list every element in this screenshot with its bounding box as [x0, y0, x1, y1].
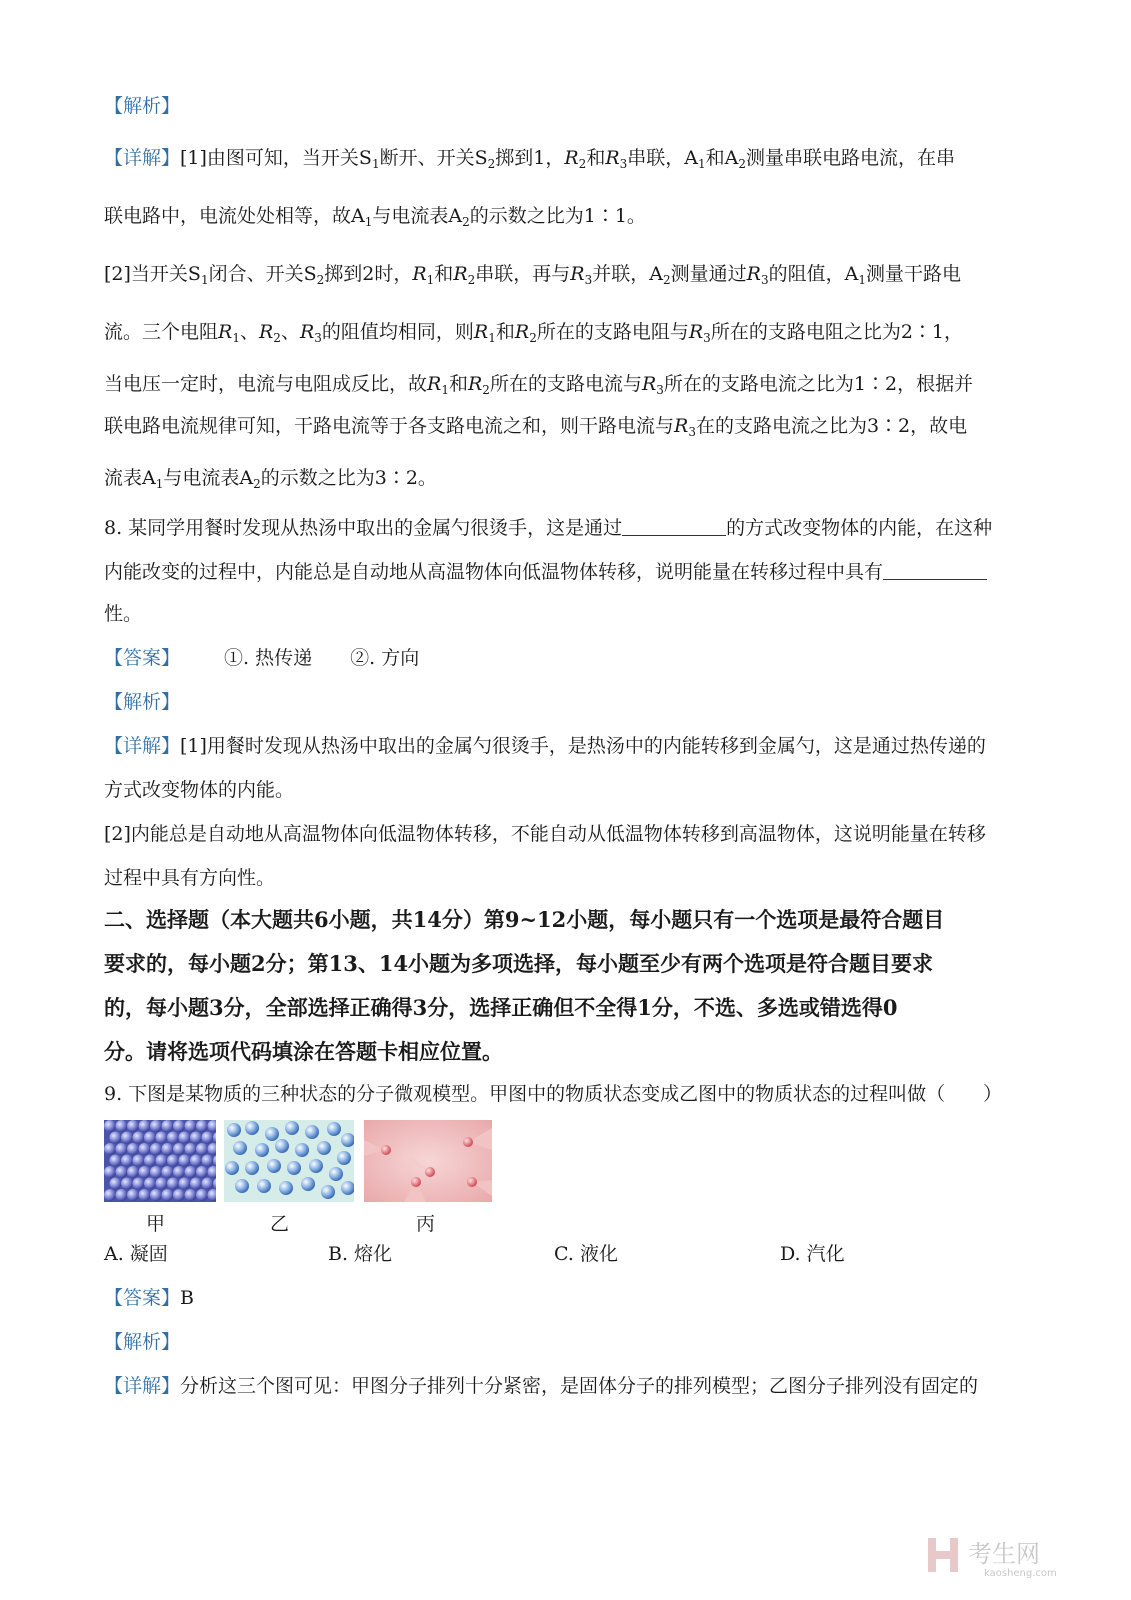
caption-jia: 甲 — [146, 1213, 166, 1235]
q8-stem-line-3: 性。 — [104, 603, 143, 625]
answer-tag: 【答案】 — [104, 647, 181, 669]
section2-heading-line-3: 的，每小题3分，全部选择正确得3分，选择正确但不全得1分，不选、多选或错选得0 — [104, 995, 898, 1020]
q9-detail-line-1: 【详解】分析这三个图可见：甲图分子排列十分紧密，是固体分子的排列模型；乙图分子排列没有固定的 — [104, 1375, 979, 1397]
q7-detail-line-4: 流。三个电阻$R_1$、$R_2$、$R_3$的阻值均相同，则$R_1$和$R_2$所在的支路电阻与$R_3$所在的支路电阻之比为2∶1， — [104, 321, 963, 345]
q7-detail-line-2: 联电路中，电流处处相等，故$A_1$与电流表$A_2$的示数之比为1∶1。 — [104, 205, 646, 229]
q7-detail-line-5: 当电压一定时，电流与电阻成反比，故$R_1$和$R_2$所在的支路电流与$R_3$所在的支路电流之比为1∶2，根据并 — [104, 373, 974, 397]
option-c[interactable]: C. 液化 — [554, 1243, 618, 1265]
detail-tag: 【详解】 — [104, 1375, 181, 1397]
q8-detail-line-2: 方式改变物体的内能。 — [104, 779, 295, 801]
q9-answer: 【答案】B — [104, 1287, 194, 1309]
q8-detail-line-1: 【详解】[1]用餐时发现从热汤中取出的金属勺很烫手，是热汤中的内能转移到金属勺，这是通过热传递的 — [104, 735, 986, 757]
analysis-tag: 【解析】 — [104, 691, 181, 713]
q8-answer: 【答案】 ①. 热传递 ②. 方向 — [104, 647, 420, 669]
analysis-tag: 【解析】 — [104, 95, 181, 117]
q7-detail-line-6: 联电路电流规律可知，干路电流等于各支路电流之和，则干路电流与$R_3$在的支路电流之比为3∶2，故电 — [104, 415, 968, 439]
option-b[interactable]: B. 熔化 — [328, 1243, 393, 1265]
q9-stem: 9. 下图是某物质的三种状态的分子微观模型。甲图中的物质状态变成乙图中的物质状态的过程叫做（ ） — [104, 1083, 1003, 1105]
solid-molecule-image — [104, 1120, 216, 1202]
watermark-cn-text: 考生网 — [968, 1540, 1040, 1568]
q8-blank-1 — [622, 517, 726, 536]
section2-heading-line-1: 二、选择题（本大题共6小题，共14分）第9~12小题，每小题只有一个选项是最符合题目 — [104, 907, 945, 932]
detail-tag: 【详解】 — [104, 147, 181, 169]
q7-detail-line-1: 【详解】[1]由图可知，当开关$S_1$断开、开关$S_2$掷到1，$R_2$和$R_3$串联，$A_1$和$A_2$测量串联电路电流，在串 — [104, 147, 956, 171]
watermark-en-text: kaosheng.com — [984, 1568, 1057, 1579]
section2-heading-line-4: 分。请将选项代码填涂在答题卡相应位置。 — [104, 1039, 503, 1064]
q8-stem-line-1: 8. 某同学用餐时发现从热汤中取出的金属勺很烫手，这是通过 的方式改变物体的内能，在这种 — [104, 517, 993, 539]
liquid-molecule-image — [224, 1120, 354, 1202]
section2-heading-line-2: 要求的，每小题2分；第13、14小题为多项选择，每小题至少有两个选项是符合题目要求 — [104, 951, 934, 976]
q8-detail-line-3: [2]内能总是自动地从高温物体向低温物体转移，不能自动从低温物体转移到高温物体，这说明能量在转移 — [104, 823, 986, 845]
option-d[interactable]: D. 汽化 — [780, 1243, 845, 1265]
answer-tag: 【答案】 — [104, 1287, 181, 1309]
detail-tag: 【详解】 — [104, 735, 181, 757]
watermark-h-icon — [928, 1538, 958, 1572]
watermark-logo — [924, 1530, 1124, 1580]
q8-blank-2 — [883, 561, 987, 580]
option-a[interactable]: A. 凝固 — [104, 1243, 168, 1265]
q7-detail-line-7: 流表$A_1$与电流表$A_2$的示数之比为3∶2。 — [104, 467, 437, 491]
q8-stem-line-2: 内能改变的过程中，内能总是自动地从高温物体向低温物体转移，说明能量在转移过程中具有 — [104, 560, 987, 584]
gas-molecule-image — [364, 1120, 492, 1202]
q8-detail-line-4: 过程中具有方向性。 — [104, 867, 276, 889]
q7-detail-line-3: [2]当开关$S_1$闭合、开关$S_2$掷到2时，$R_1$和$R_2$串联，再与$R_3$并联，$A_2$测量通过$R_3$的阻值，$A_1$测量干路电 — [104, 263, 961, 287]
analysis-tag: 【解析】 — [104, 1331, 181, 1353]
caption-bing: 丙 — [416, 1213, 436, 1235]
caption-yi: 乙 — [270, 1213, 290, 1235]
